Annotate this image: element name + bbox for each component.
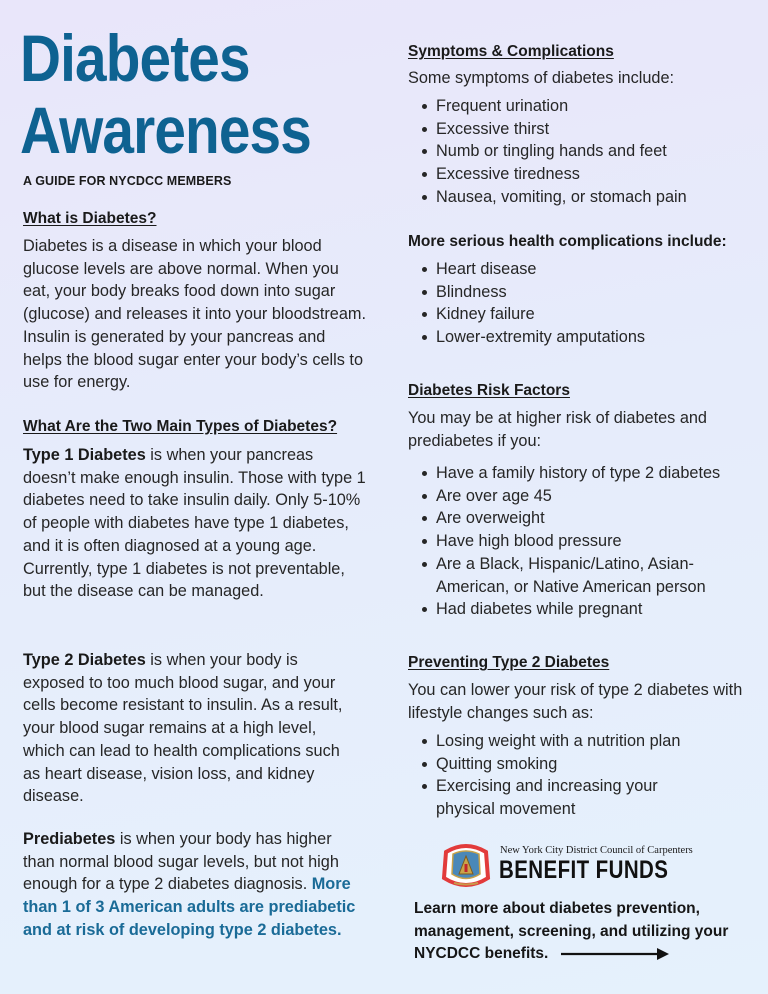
carpenters-seal-icon: [440, 840, 492, 890]
list-item: Losing weight with a nutrition plan: [408, 730, 728, 753]
prevent-intro: You can lower your risk of type 2 diabetes with lifestyle changes such as:: [408, 681, 743, 722]
list-item: Excessive thirst: [408, 118, 758, 141]
benefit-funds-logo[interactable]: [440, 840, 693, 892]
list-item: Nausea, vomiting, or stomach pain: [408, 186, 758, 209]
prediabetes-term: Prediabetes: [23, 830, 116, 848]
complications-heading: More serious health complications include:: [408, 233, 727, 250]
type1-paragraph: [23, 444, 368, 603]
list-item: Are over age 45: [408, 485, 760, 508]
type2-body: is when your body is exposed to too much blood sugar, and your cells become resistant to insulin. As a result, your blood sugar remains at a high level, which can lead to health complications such as heart disease, vision loss, and kidney disease.: [23, 651, 343, 806]
list-item: Have a family history of type 2 diabetes: [408, 462, 760, 485]
risk-list: [408, 462, 760, 621]
arrow-right-icon[interactable]: [561, 948, 669, 960]
subtitle: A GUIDE FOR NYCDCC MEMBERS: [23, 174, 232, 188]
risk-intro: You may be at higher risk of diabetes and prediabetes if you:: [408, 409, 707, 450]
list-item: Had diabetes while pregnant: [408, 598, 760, 621]
list-item: Frequent urination: [408, 95, 758, 118]
list-item: Quitting smoking: [408, 753, 728, 776]
type2-term: Type 2 Diabetes: [23, 651, 146, 669]
list-item: Kidney failure: [408, 303, 758, 326]
symptoms-intro: Some symptoms of diabetes include:: [408, 69, 675, 87]
cta-label: Learn more about diabetes prevention, management, screening, and utilizing your NYCDCC benefits.: [414, 900, 729, 962]
logo-title: BENEFIT FUNDS: [499, 856, 669, 884]
type1-body: is when your pancreas doesn’t make enough insulin. Those with type 1 diabetes need to take insulin daily. Only 5-10% of people with diabetes have type 1 diabetes, and it is often diagnosed at a young age. Currently, type 1 diabetes is not preventable, but the disease can be managed.: [23, 446, 366, 601]
prevent-list: [408, 730, 728, 821]
title-line-2: Awareness: [20, 93, 311, 167]
types-heading: What Are the Two Main Types of Diabetes?: [23, 418, 338, 435]
type1-term: Type 1 Diabetes: [23, 446, 146, 464]
list-item: Lower-extremity amputations: [408, 326, 758, 349]
prediabetes-body: is when your body has higher than normal blood sugar levels, but not high enough for a type 2 diabetes diagnosis.: [23, 830, 339, 894]
title-line-1: Diabetes: [20, 21, 250, 95]
prediabetes-paragraph: [23, 828, 363, 942]
list-item: Numb or tingling hands and feet: [408, 140, 758, 163]
list-item: Are a Black, Hispanic/Latino, Asian-American, or Native American person: [408, 553, 760, 598]
list-item: Heart disease: [408, 258, 758, 281]
symptoms-list: [408, 95, 758, 209]
symptoms-heading: Symptoms & Complications: [408, 43, 614, 60]
prediabetes-highlight: More than 1 of 3 American adults are prediabetic and at risk of developing type 2 diabetes.: [23, 875, 356, 939]
risk-heading: Diabetes Risk Factors: [408, 382, 570, 399]
what-is-heading: What is Diabetes?: [23, 210, 157, 227]
page-title: [20, 22, 311, 166]
list-item: Excessive tiredness: [408, 163, 758, 186]
list-item: Are overweight: [408, 507, 760, 530]
what-is-body: Diabetes is a disease in which your blood glucose levels are above normal. When you eat, your body breaks food down into sugar (glucose) and releases it into your bloodstream. Insulin is generated by your pancreas and helps the blood sugar enter your body’s cells to use for energy.: [23, 237, 366, 392]
logo-org-name: New York City District Council of Carpenters: [500, 845, 693, 856]
complications-list: [408, 258, 758, 349]
type2-paragraph: [23, 649, 353, 808]
cta-text[interactable]: [414, 898, 754, 966]
list-item: Have high blood pressure: [408, 530, 760, 553]
list-item: Blindness: [408, 281, 758, 304]
list-item: Exercising and increasing your physical movement: [408, 775, 728, 820]
prevent-heading: Preventing Type 2 Diabetes: [408, 654, 610, 671]
